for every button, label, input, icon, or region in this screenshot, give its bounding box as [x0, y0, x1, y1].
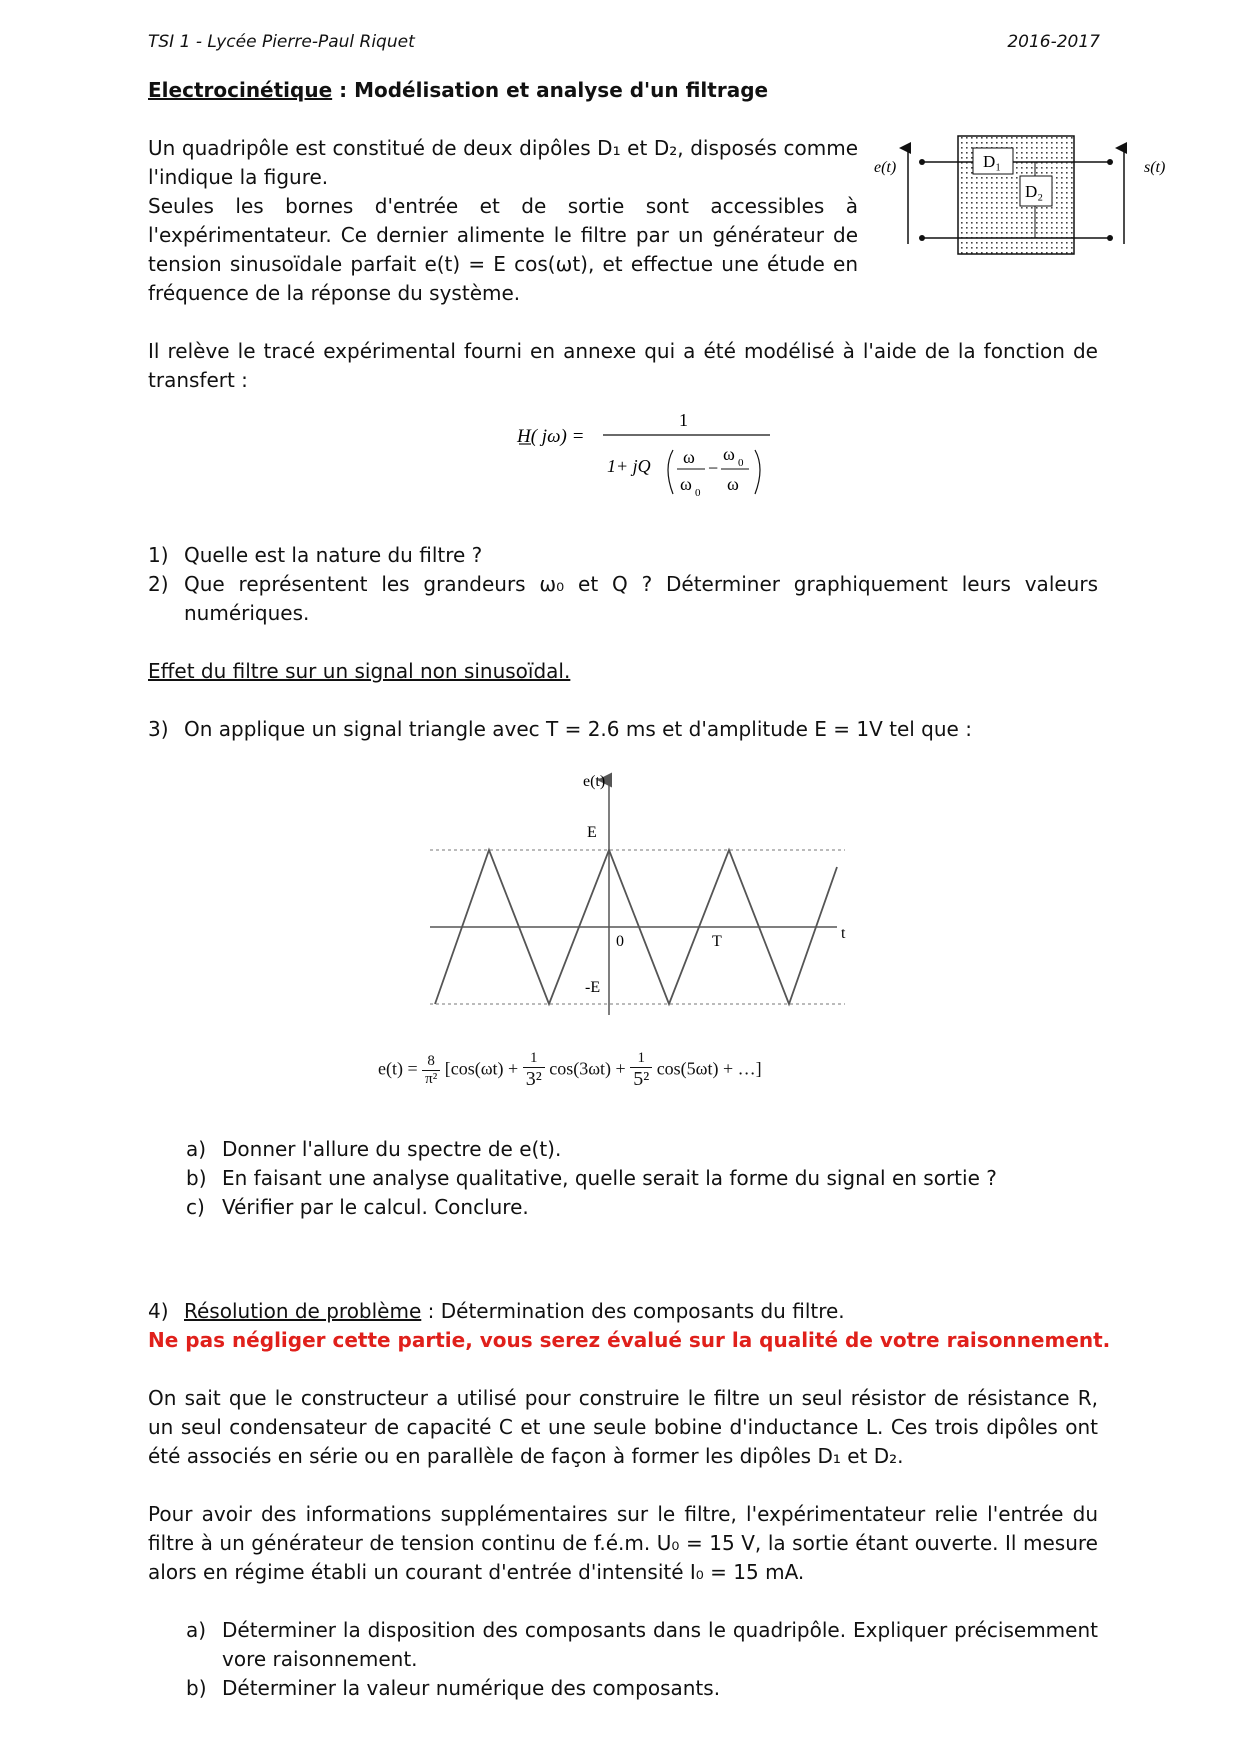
d1-label: D₁	[983, 152, 1002, 171]
question-item: 2) Que représentent les grandeurs ω₀ et Q ? Déterminer graphiquement leurs valeurs numériques.	[148, 572, 1098, 625]
triangle-graph	[425, 770, 865, 1020]
output-label: s(t)	[1144, 159, 1166, 176]
page-title	[148, 76, 768, 105]
graph-zero-label: 0	[616, 933, 624, 950]
tf-sub0-a: 0	[695, 487, 701, 499]
question-item: 1) Quelle est la nature du filtre ?	[148, 543, 483, 567]
section-effect: Effet du filtre sur un signal non sinusoïdal.	[148, 659, 571, 683]
sub-question: c) Vérifier par le calcul. Conclure.	[186, 1195, 529, 1219]
tf-den-prefix: 1+ jQ	[607, 456, 651, 476]
tf-numerator: 1	[679, 410, 688, 430]
transfer-intro: Il relève le tracé expérimental fourni en annexe qui a été modélisé à l'aide de la fonction de transfert :	[148, 339, 1098, 392]
tf-w-num: ω	[683, 447, 695, 467]
questions-list	[148, 541, 1098, 628]
tf-sub0-b: 0	[738, 457, 744, 469]
fourier-frac-5: $\frac{1}{\text{5²}}$	[630, 1050, 652, 1091]
sub-questions-4	[186, 1616, 1098, 1703]
fourier-coef: $\frac{8}{\text{π²}}$	[422, 1053, 440, 1088]
graph-T-label: T	[712, 933, 722, 950]
question-4: 4) Résolution de problème : Détermination des composants du filtre.	[148, 1299, 845, 1323]
sub-question: b) Déterminer la valeur numérique des composants.	[186, 1676, 721, 1700]
constructor-paragraph: On sait que le constructeur a utilisé pour construire le filtre un seul résistor de résistance R, un seul condensateur de capacité C et une seule bobine d'inductance L. Ces trois dipôles ont été associés en série ou en parallèle de façon à former les dipôles D₁ et D₂.	[148, 1386, 1098, 1468]
graph-xlabel: t	[841, 925, 846, 942]
fourier-frac-3: $\frac{1}{\text{3²}}$	[523, 1050, 545, 1091]
sub-question: a) Déterminer la disposition des composants dans le quadripôle. Expliquer précisemment vore raisonnement.	[186, 1618, 1098, 1671]
fourier-series: e(t) = $\frac{8}{\text{π²}}$ [cos(ωt) + $\frac{1}{\text{3²}}$ cos(3ωt) + $\frac{1}{\text{5²}}$ cos(5ωt) + …]	[378, 1050, 762, 1090]
title-subject: Electrocinétique	[148, 78, 333, 102]
intro-p2: Seules les bornes d'entrée et de sortie sont accessibles à l'expérimentateur. Ce dernier alimente le filtre par un générateur de tension sinusoïdale parfait e(t) = E cos(ωt), et effectue une étude en fréquence de la réponse du système.	[148, 194, 858, 305]
input-label: e(t)	[874, 159, 897, 176]
sub-question: b) En faisant une analyse qualitative, quelle serait la forme du signal en sortie ?	[186, 1166, 997, 1190]
sub-question: a) Donner l'allure du spectre de e(t).	[186, 1137, 562, 1161]
graph-ylabel: e(t)	[583, 773, 606, 790]
header-left: TSI 1 - Lycée Pierre-Paul Riquet	[148, 32, 415, 52]
title-sep: :	[332, 78, 355, 102]
intro-text	[148, 134, 858, 308]
header-right: 2016-2017	[1007, 32, 1100, 52]
tf-lhs: H( jω) =	[517, 426, 585, 447]
title-rest: Modélisation et analyse d'un filtrage	[354, 78, 769, 102]
tf-w-den: ω	[727, 474, 739, 494]
graph-E-label: E	[587, 824, 597, 841]
quadripole-figure	[870, 126, 1190, 261]
sub-questions-3	[186, 1135, 1066, 1222]
tf-w0-num: ω	[723, 444, 735, 464]
tf-minus: −	[708, 458, 719, 478]
d2-label: D₂	[1025, 182, 1044, 201]
intro-p1: Un quadripôle est constitué de deux dipôles D₁ et D₂, disposés comme l'indique la figure.	[148, 136, 858, 189]
dc-paragraph: Pour avoir des informations supplémentaires sur le filtre, l'expérimentateur relie l'entrée du filtre à un générateur de tension continu de f.é.m. U₀ = 15 V, la sortie étant ouverte. Il mesure alors en régime établi un courant d'entrée d'intensité I₀ = 15 mA.	[148, 1502, 1098, 1584]
tf-w0-den: ω	[680, 474, 692, 494]
warning-text: Ne pas négliger cette partie, vous serez évalué sur la qualité de votre raisonnement.	[148, 1328, 1111, 1352]
question-3: 3) On applique un signal triangle avec T = 2.6 ms et d'amplitude E = 1V tel que :	[148, 717, 972, 741]
graph-minusE-label: -E	[585, 979, 601, 996]
transfer-function	[505, 402, 805, 502]
